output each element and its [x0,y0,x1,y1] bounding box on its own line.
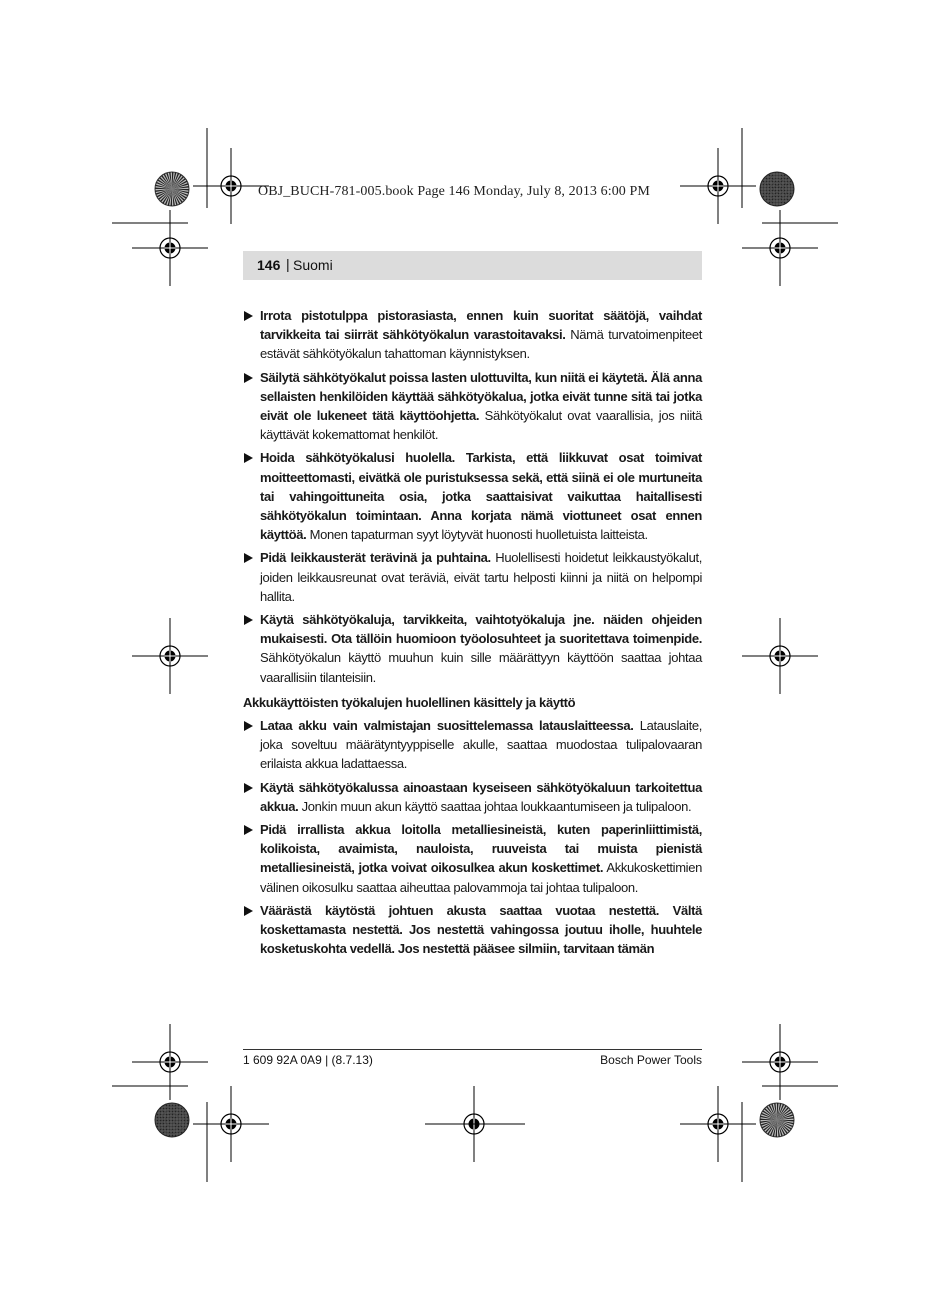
item-text: Latauslaite, joka soveltuu määrätyntyyppiselle akulle, saattaa muodostaa tulipalovaaran erilaista akkua ladattaessa. [260,718,702,772]
list-item [243,306,702,364]
item-text: Monen tapaturman syyt löytyvät huonosti huolletuista laitteista. [306,527,648,543]
list-item [243,548,702,606]
item-bold-text: Pidä leikkausterät terävinä ja puhtaina. [260,550,491,566]
bullet-triangle-icon [244,553,253,563]
item-bold-text: Käytä sähkötyökalussa ainoastaan kyseiseen sähkötyökaluun tarkoitettua akkua. [260,779,702,814]
list-item [243,778,702,816]
registration-mark-icon [680,148,756,224]
footer-document-number: 1 609 92A 0A9 | (8.7.13) [243,1053,373,1067]
bullet-triangle-icon [244,373,253,383]
registration-mark-icon [680,1086,756,1162]
item-bold-text: Lataa akku vain valmistajan suosittelemassa latauslaitteessa. [260,718,634,734]
list-item [243,901,702,959]
item-bold-text: Hoida sähkötyökalusi huolella. Tarkista, että liikkuvat osat toimivat moitteettomasti, eivätkä ole puristuksessa sekä, että siinä ei ole murtuneita tai vahingoittuneita osia, jotka saattaisivat vaikuttaa haitallisesti sähkötyökalun toimintaan. Anna korjata nämä viottuneet osat ennen käyttöä. [260,450,702,543]
item-text: Akkukoskettimien välinen oikosulku saattaa aiheuttaa palovammoja tai johtaa tulipaloon. [260,860,702,895]
item-bold-text: Pidä irrallista akkua loitolla metalliesineistä, kuten paperinliittimistä, kolikoista, avaimista, nauloista, ruuveista tai muista pienistä metalliesineistä, jotka voivat oikosulkea akun koskettimet. [260,822,702,876]
page-separator: | [286,256,290,272]
page-header-band [243,251,702,280]
color-target-starburst-icon [155,172,189,206]
bullet-triangle-icon [244,311,253,321]
registration-mark-icon [132,1024,208,1100]
list-item [243,448,702,544]
bullet-triangle-icon [244,453,253,463]
main-text [243,306,702,963]
section-heading: Akkukäyttöisten työkalujen huolellinen käsittely ja käyttö [243,694,576,710]
bullet-triangle-icon [244,721,253,731]
list-item [243,716,702,774]
item-text: Sähkötyökalun käyttö muuhun kuin sille määrättyyn käyttöön saattaa johtaa vaarallisiin tilanteisiin. [260,650,702,685]
page-number: 146 [257,257,281,273]
item-text: Sähkötyökalut ovat vaarallisia, jos niitä käyttävät kokemattomat henkilöt. [260,408,702,443]
list-item [243,368,702,445]
list-item [243,610,702,687]
bullet-triangle-icon [244,783,253,793]
bullet-triangle-icon [244,906,253,916]
color-target-halftone-icon [155,1103,189,1137]
item-bold-text: Säilytä sähkötyökalut poissa lasten ulottuvilta, kun niitä ei käytetä. Älä anna sellaisten henkilöiden käyttää sähkötyökalua, jotka eivät tunne sitä tai jotka eivät ole lukeneet tätä käyttöohjetta. [260,369,702,424]
registration-mark-icon [132,210,208,286]
item-bold-text: Väärästä käytöstä johtuen akusta saattaa vuotaa nestettä. Vältä koskettamasta nestettä. Jos nestettä vahingossa joutuu iholle, huuhtele kosketuskohta vedellä. Jos nestettä pääsee silmiin, tarvitaan tämän [260,902,702,957]
bullet-triangle-icon [244,825,253,835]
color-target-starburst-icon [760,1103,794,1137]
registration-mark-icon [742,210,818,286]
item-text: Jonkin muun akun käyttö saattaa johtaa loukkaantumiseen ja tulipaloon. [298,798,692,814]
item-text: Nämä turvatoimenpiteet estävät sähkötyökalun tahattoman käynnistyksen. [260,327,702,362]
color-target-halftone-icon [760,172,794,206]
registration-mark-icon [742,618,818,694]
item-text: Huolellisesti hoidetut leikkaustyökalut, joiden leikkausreunat ovat teräviä, eivät tartu helposti kiinni ja niitä on helpompi hallita. [260,550,702,604]
registration-mark-icon [193,1086,269,1162]
footer-rule [243,1049,702,1050]
page-language: Suomi [293,257,333,273]
list-item [243,820,702,897]
item-bold-text: Käytä sähkötyökaluja, tarvikkeita, vaihtotyökaluja jne. näiden ohjeiden mukaisesti. Ota tällöin huomioon työolosuhteet ja suoritettava toimenpide. [260,612,702,647]
registration-mark-icon [132,618,208,694]
bullet-triangle-icon [244,615,253,625]
item-bold-text: Irrota pistotulppa pistorasiasta, ennen kuin suoritat säätöjä, vaihdat tarvikkeita tai siirrät sähkötyökalun varastoitavaksi. [260,308,702,343]
print-header: OBJ_BUCH-781-005.book Page 146 Monday, July 8, 2013 6:00 PM [258,184,650,199]
footer-brand: Bosch Power Tools [600,1053,702,1067]
registration-mark-icon [742,1024,818,1100]
